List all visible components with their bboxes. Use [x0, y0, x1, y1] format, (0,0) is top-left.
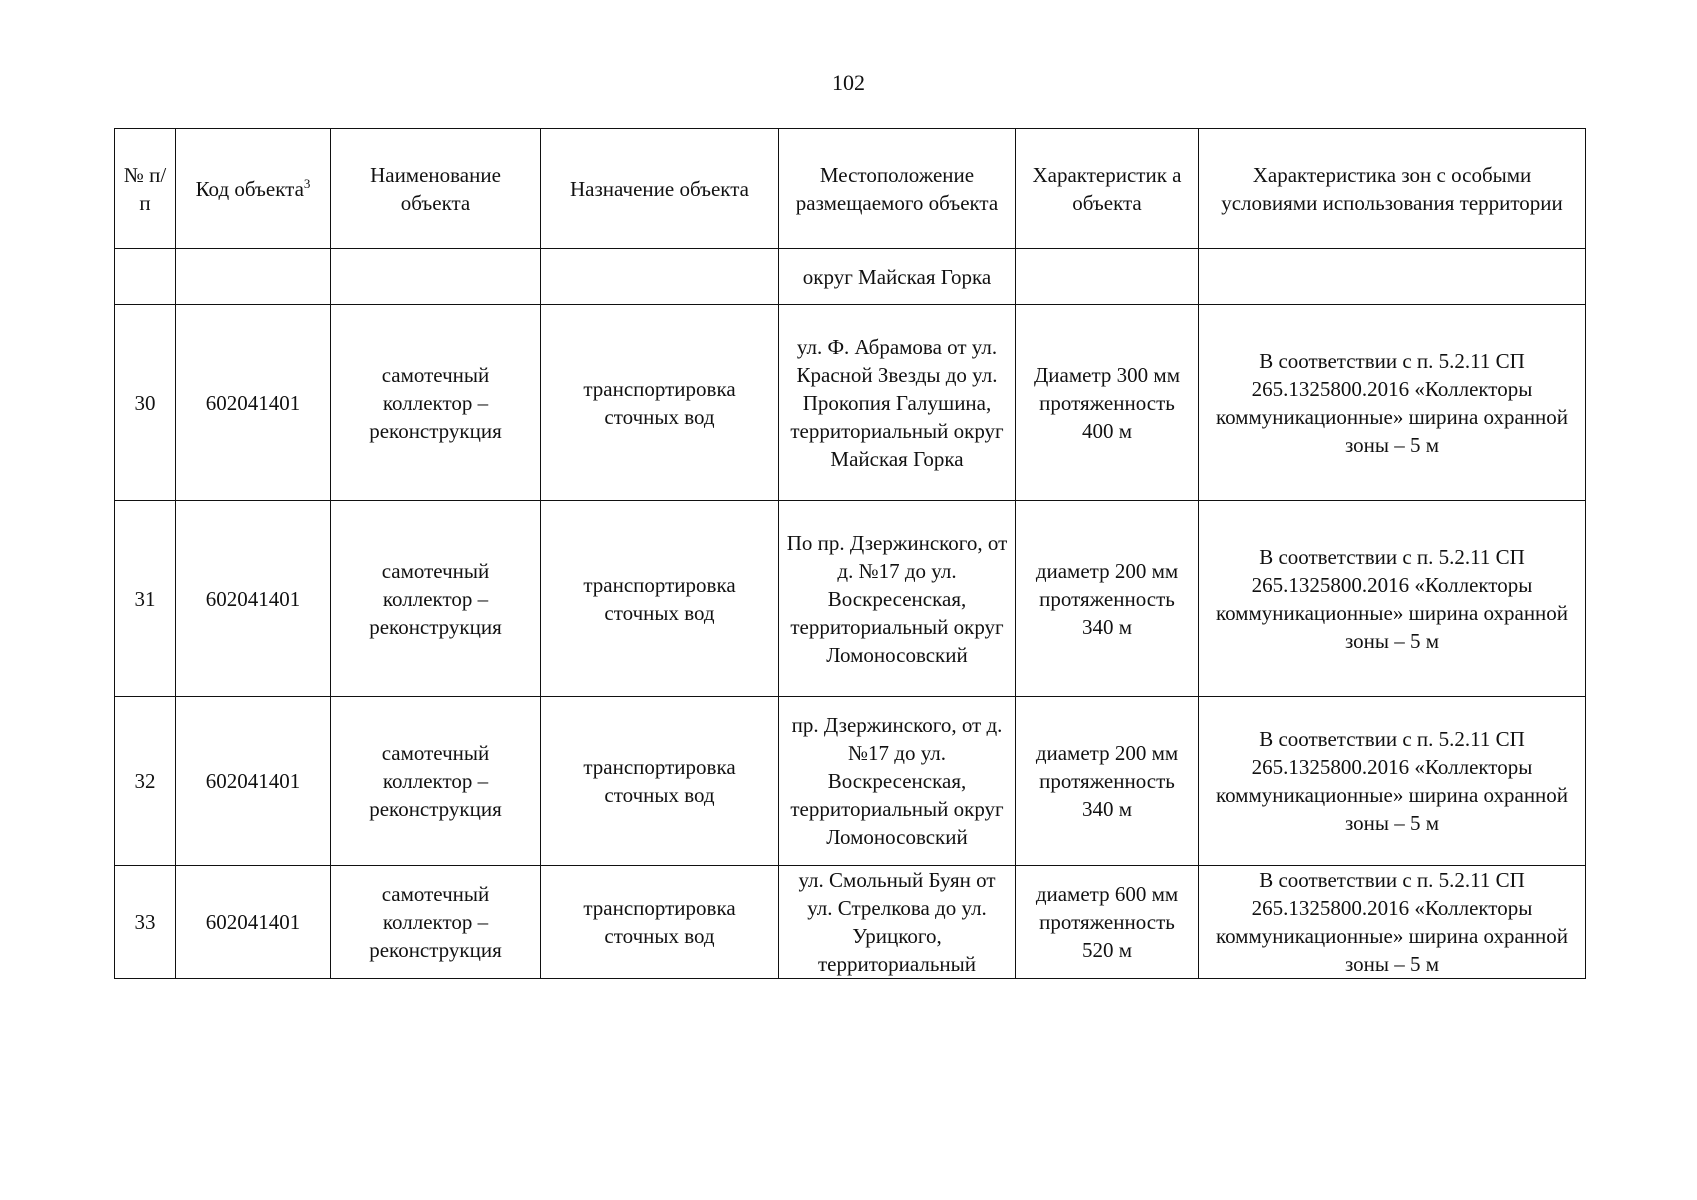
header-code-footnote: 3: [303, 175, 311, 191]
cell-zones: В соответствии с п. 5.2.11 СП 265.1325800.2016 «Коллекторы коммуникационные» ширина охранной зоны – 5 м: [1199, 697, 1586, 866]
cell-purpose: транспортировка сточных вод: [541, 501, 779, 697]
cell-num: [115, 249, 176, 305]
table-row: [115, 305, 1586, 501]
cell-num: 32: [115, 697, 176, 866]
objects-table: [114, 128, 1586, 979]
cell-characteristics: диаметр 600 мм протяженность 520 м: [1016, 866, 1199, 979]
cell-num: 33: [115, 866, 176, 979]
header-characteristics: Характеристик а объекта: [1016, 129, 1199, 249]
page-number: 102: [832, 70, 865, 95]
cell-location: ул. Смольный Буян от ул. Стрелкова до ул. Урицкого, территориальный: [779, 866, 1016, 979]
cell-num: 31: [115, 501, 176, 697]
cell-name: самотечный коллектор – реконструкция: [331, 697, 541, 866]
header-num: № п/п: [115, 129, 176, 249]
cell-name: самотечный коллектор – реконструкция: [331, 305, 541, 501]
header-zones: Характеристика зон с особыми условиями использования территории: [1199, 129, 1586, 249]
cell-characteristics: диаметр 200 мм протяженность 340 м: [1016, 501, 1199, 697]
header-name: Наименование объекта: [331, 129, 541, 249]
cell-zones: В соответствии с п. 5.2.11 СП 265.1325800.2016 «Коллекторы коммуникационные» ширина охранной зоны – 5 м: [1199, 305, 1586, 501]
table-row: [115, 866, 1586, 979]
cell-purpose: транспортировка сточных вод: [541, 305, 779, 501]
cell-zones: В соответствии с п. 5.2.11 СП 265.1325800.2016 «Коллекторы коммуникационные» ширина охранной зоны – 5 м: [1199, 866, 1586, 979]
cell-code: 602041401: [176, 305, 331, 501]
cell-location: пр. Дзержинского, от д. №17 до ул. Воскресенская, территориальный округ Ломоносовский: [779, 697, 1016, 866]
header-purpose: Назначение объекта: [541, 129, 779, 249]
cell-name: самотечный коллектор – реконструкция: [331, 866, 541, 979]
table-header-row: [115, 129, 1586, 249]
header-location: Местоположение размещаемого объекта: [779, 129, 1016, 249]
cell-purpose: транспортировка сточных вод: [541, 866, 779, 979]
cell-characteristics: диаметр 200 мм протяженность 340 м: [1016, 697, 1199, 866]
cell-name: [331, 249, 541, 305]
table-row: [115, 501, 1586, 697]
header-code-label: Код объекта: [195, 176, 304, 201]
cell-location: ул. Ф. Абрамова от ул. Красной Звезды до ул. Прокопия Галушина, территориальный округ Майская Горка: [779, 305, 1016, 501]
cell-characteristics: [1016, 249, 1199, 305]
cell-code: 602041401: [176, 866, 331, 979]
cell-location: По пр. Дзержинского, от д. №17 до ул. Воскресенская, территориальный округ Ломоносовский: [779, 501, 1016, 697]
cell-num: 30: [115, 305, 176, 501]
table-row: [115, 697, 1586, 866]
cell-code: 602041401: [176, 501, 331, 697]
cell-location: округ Майская Горка: [779, 249, 1016, 305]
cell-purpose: транспортировка сточных вод: [541, 697, 779, 866]
header-code: [176, 129, 331, 249]
cell-code: 602041401: [176, 697, 331, 866]
cell-characteristics: Диаметр 300 мм протяженность 400 м: [1016, 305, 1199, 501]
cell-zones: [1199, 249, 1586, 305]
cell-purpose: [541, 249, 779, 305]
table-row: [115, 249, 1586, 305]
cell-zones: В соответствии с п. 5.2.11 СП 265.1325800.2016 «Коллекторы коммуникационные» ширина охранной зоны – 5 м: [1199, 501, 1586, 697]
cell-name: самотечный коллектор – реконструкция: [331, 501, 541, 697]
cell-code: [176, 249, 331, 305]
